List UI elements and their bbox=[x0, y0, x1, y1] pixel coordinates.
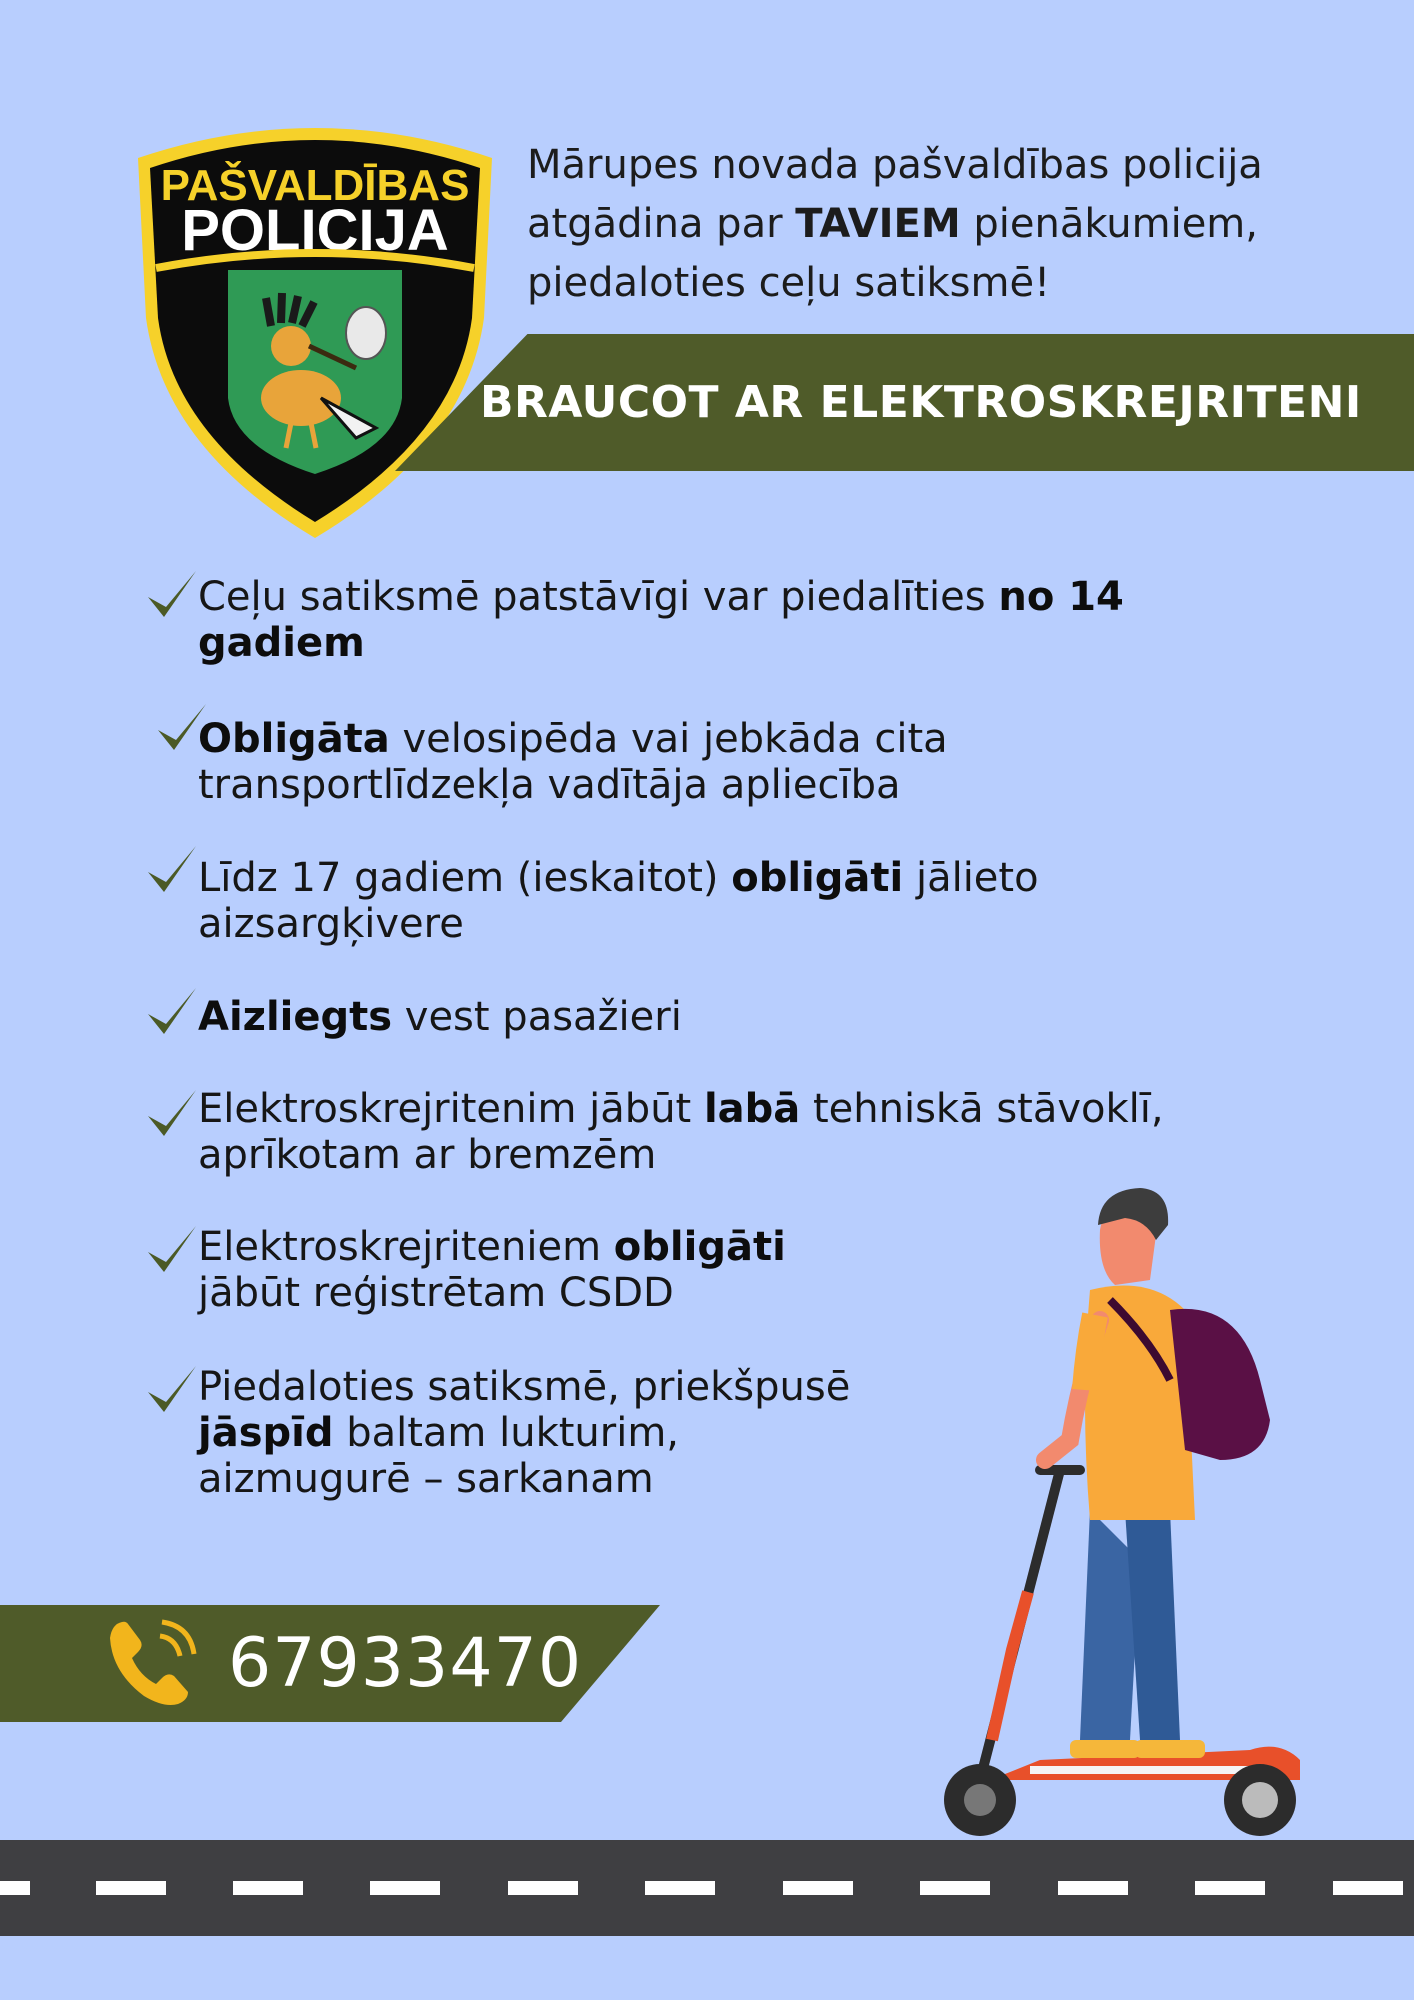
road-dash bbox=[1058, 1881, 1128, 1895]
checkmark-icon bbox=[142, 1362, 200, 1420]
item-emphasis: Obligāta bbox=[198, 716, 390, 762]
item-text: transportlīdzekļa vadītāja apliecība bbox=[198, 762, 901, 808]
road-dash bbox=[1195, 1881, 1265, 1895]
item-text: tehniskā stāvoklī, bbox=[800, 1086, 1164, 1132]
intro-line-3: piedaloties ceļu satiksmē! bbox=[527, 260, 1051, 306]
item-text: velosipēda vai jebkāda cita bbox=[389, 716, 948, 762]
road-dash bbox=[96, 1881, 166, 1895]
road-dash bbox=[370, 1881, 440, 1895]
checkmark-icon bbox=[142, 842, 200, 900]
item-text: Elektroskrejriteniem bbox=[198, 1224, 614, 1270]
item-text: jālieto bbox=[903, 855, 1039, 901]
road bbox=[0, 1840, 1414, 1936]
badge-arc-text: PAŠVALDĪBAS bbox=[160, 161, 470, 210]
item-text: Līdz 17 gadiem (ieskaitot) bbox=[198, 855, 732, 901]
police-badge-logo bbox=[126, 118, 504, 543]
road-dash bbox=[783, 1881, 853, 1895]
item-text: Piedaloties satiksmē, priekšpusē bbox=[198, 1364, 851, 1410]
item-text: jābūt reģistrētam CSDD bbox=[198, 1270, 674, 1316]
item-emphasis: labā bbox=[703, 1086, 801, 1132]
list-item bbox=[198, 855, 1248, 947]
road-dash bbox=[233, 1881, 303, 1895]
list-item bbox=[198, 716, 1248, 808]
item-text: vest pasažieri bbox=[392, 994, 682, 1040]
item-text: Elektroskrejritenim jābūt bbox=[198, 1086, 704, 1132]
intro-line-2-pre: atgādina par bbox=[527, 201, 796, 247]
checkmark-icon bbox=[142, 567, 200, 625]
item-emphasis: obligāti bbox=[613, 1224, 786, 1270]
list-item bbox=[198, 994, 1248, 1040]
intro-line-1: Mārupes novada pašvaldības policija bbox=[527, 142, 1263, 188]
page-title: BRAUCOT AR ELEKTROSKREJRITENI bbox=[480, 377, 1362, 428]
checkmark-icon bbox=[142, 1222, 200, 1280]
item-text: aprīkotam ar bremzēm bbox=[198, 1132, 657, 1178]
list-item bbox=[198, 1086, 1248, 1178]
road-dash bbox=[645, 1881, 715, 1895]
item-text: Ceļu satiksmē patstāvīgi var piedalīties bbox=[198, 574, 999, 620]
intro-text bbox=[527, 136, 1387, 313]
item-text: aizmugurē – sarkanam bbox=[198, 1456, 654, 1502]
intro-emphasis: TAVIEM bbox=[795, 201, 961, 247]
checkmark-icon bbox=[142, 1086, 200, 1144]
phone-number[interactable]: 67933470 bbox=[228, 1624, 583, 1703]
road-dash bbox=[508, 1881, 578, 1895]
item-emphasis: jāspīd bbox=[198, 1410, 334, 1456]
intro-line-2-post: pienākumiem, bbox=[960, 201, 1258, 247]
road-dash bbox=[0, 1881, 30, 1895]
item-emphasis: gadiem bbox=[198, 620, 365, 666]
item-emphasis: no 14 bbox=[998, 574, 1124, 620]
road-dash bbox=[920, 1881, 990, 1895]
item-text: aizsargķivere bbox=[198, 901, 464, 947]
list-item bbox=[198, 574, 1248, 666]
intro-line-2 bbox=[527, 195, 1387, 254]
road-dash bbox=[1333, 1881, 1403, 1895]
checkmark-icon bbox=[142, 984, 200, 1042]
item-text: baltam lukturim, bbox=[333, 1410, 680, 1456]
badge-main-text: POLICIJA bbox=[181, 198, 449, 263]
scooter-rider-illustration bbox=[920, 1180, 1320, 1840]
item-emphasis: obligāti bbox=[731, 855, 904, 901]
phone-icon bbox=[104, 1612, 204, 1712]
item-emphasis: Aizliegts bbox=[198, 994, 393, 1040]
